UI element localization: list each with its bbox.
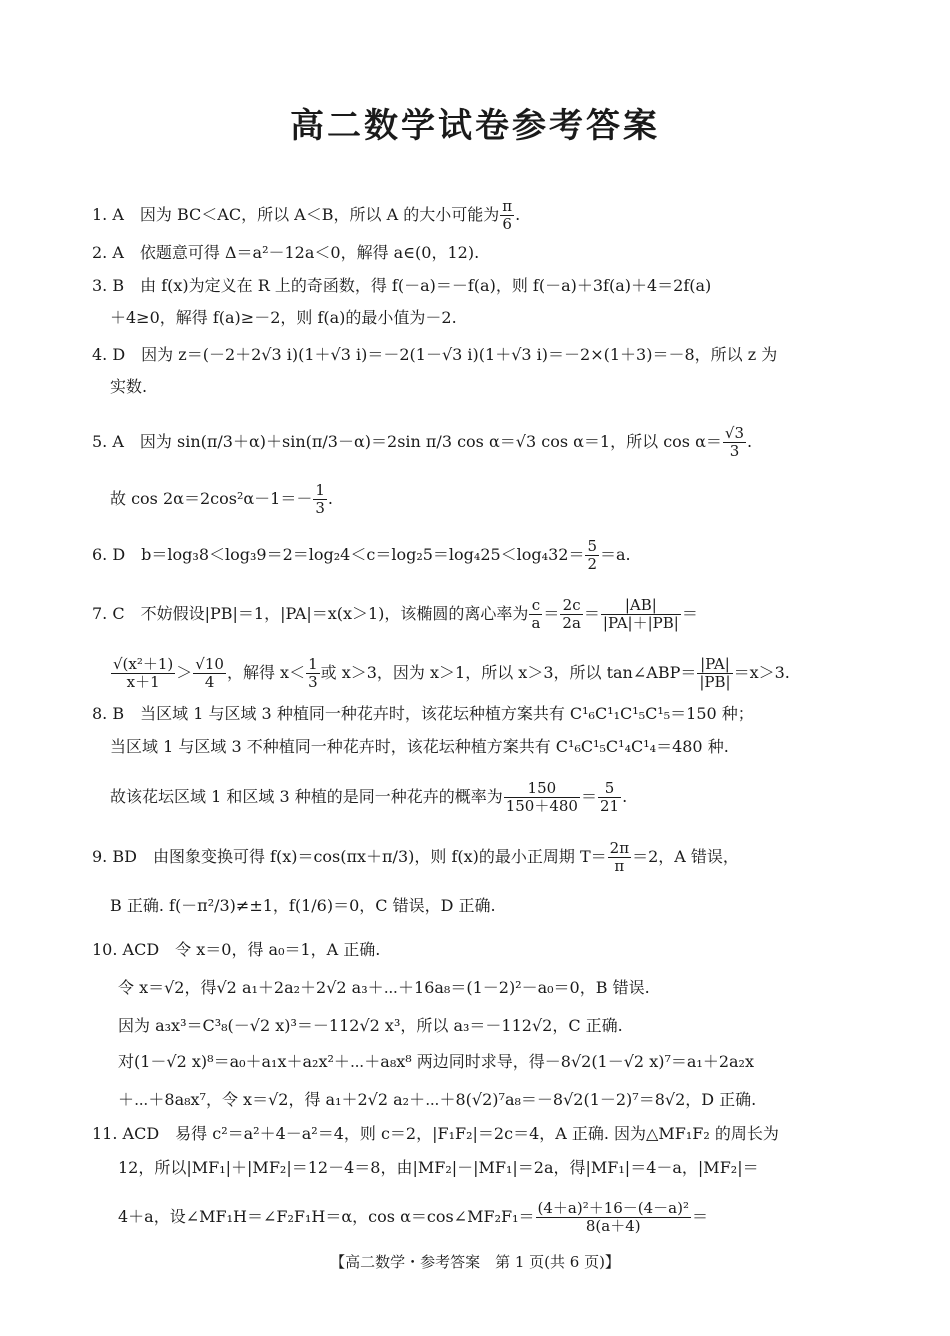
fraction: $\frac{1}{3}$ [308,655,318,691]
fraction: $\frac{5}{21}$ [600,779,620,815]
fraction: $\frac{150}{150+480}$ [505,779,578,815]
answer-6: 6. D b＝log₃8＜log₃9＝2＝log₂4＜c＝log₂5＝log₄25＜log₄32＝ $\frac{5}{2}$ ＝a. [92,537,631,573]
answer-2: 2. A 依题意可得 Δ＝a²－12a＜0，解得 a∈(0，12). [92,243,480,262]
answer-11-line-3: 4＋a，设∠MF₁H＝∠F₂F₁H＝α，cos α＝cos∠MF₂F₁＝ $\frac{\text{(4＋a)²＋16－(4－a)²}}{8(a+4)}$ ＝ [118,1199,709,1235]
answer-3-line-1: 3. B 由 f(x)为定义在 R 上的奇函数，得 f(－a)＝－f(a)，则 f(－a)＋3f(a)＋4＝2f(a) [92,276,712,295]
fraction: $\frac{\pi}{6}$ [502,197,513,233]
answer-7-line-1: 7. C 不妨假设|PB|＝1，|PA|＝x(x＞1)，该椭圆的离心率为 $\frac{c}{a}$ ＝ $\frac{2c}{2a}$ ＝ $\frac{|AB|}{|PA|+|PB|}$ ＝ [92,596,698,632]
answer-10-line-3: 因为 a₃x³＝C³₈(－√2 x)³＝－112√2 x³，所以 a₃＝－112√2，C 正确. [118,1016,623,1035]
answer-10-line-2: 令 x＝√2，得√2 a₁＋2a₂＋2√2 a₃＋⋯＋16a₈＝(1－2)²－a₀＝0，B 错误. [118,978,650,997]
page-title: 高二数学试卷参考答案 [290,106,660,146]
fraction: $\frac{1}{3}$ [315,481,325,517]
fraction: $\frac{|AB|}{|PA|+|PB|}$ [602,596,679,632]
fraction: $\frac{2c}{2a}$ [562,596,581,632]
answer-9-line-1: 9. BD 由图象变换可得 f(x)＝cos(πx＋π/3)，则 f(x)的最小正周期 T＝ $\frac{2\pi}{\pi}$ ＝2，A 错误， [92,839,739,875]
fraction: $\frac{c}{a}$ [531,596,541,632]
page-footer: 【高二数学・参考答案 第 1 页(共 6 页)】 [330,1253,620,1271]
answer-8-line-1: 8. B 当区域 1 与区域 3 种植同一种花卉时，该花坛种植方案共有 C¹₆C¹₁C¹₅C¹₅＝150 种； [92,704,754,723]
fraction: $\frac{2\pi}{\pi}$ [609,839,630,875]
fraction: $\frac{|PA|}{|PB|}$ [699,655,731,691]
answer-8-line-3: 故该花坛区域 1 和区域 3 种植的是同一种花卉的概率为 $\frac{150}{150+480}$ ＝ $\frac{5}{21}$ . [110,779,628,815]
answer-5-line-2: 故 cos 2α＝2cos²α－1＝－ $\frac{1}{3}$ . [110,481,333,517]
answer-1: 1. A 因为 BC＜AC，所以 A＜B，所以 A 的大小可能为 $\frac{\pi}{6}$ . [92,197,521,233]
answer-1-text: 1. A 因为 BC＜AC，所以 A＜B，所以 A 的大小可能为 [92,205,500,224]
answer-10-line-4: 对(1－√2 x)⁸＝a₀＋a₁x＋a₂x²＋⋯＋a₈x⁸ 两边同时求导，得－8√2(1－√2 x)⁷＝a₁＋2a₂x [118,1052,754,1071]
fraction: $\frac{\text{√(x²＋1)}}{x+1}$ [113,655,174,691]
answer-10-line-1: 10. ACD 令 x＝0，得 a₀＝1，A 正确. [92,940,381,959]
answer-8-line-2: 当区域 1 与区域 3 不种植同一种花卉时，该花坛种植方案共有 C¹₆C¹₅C¹₄C¹₄＝480 种. [110,737,729,756]
fraction: $\frac{√3}{3}$ [724,424,745,460]
fraction: $\frac{√10}{4}$ [195,655,224,691]
fraction: $\frac{5}{2}$ [587,537,597,573]
answer-9-line-2: B 正确. f(－π²/3)≠±1，f(1/6)＝0，C 错误，D 正确. [110,896,496,915]
fraction: $\frac{\text{(4＋a)²＋16－(4－a)²}}{8(a+4)}$ [537,1199,689,1235]
answer-11-line-1: 11. ACD 易得 c²＝a²＋4－a²＝4，则 c＝2，|F₁F₂|＝2c＝4，A 正确. 因为△MF₁F₂ 的周长为 [92,1124,779,1143]
answer-4-line-1: 4. D 因为 z＝(－2＋2√3 i)(1＋√3 i)＝－2(1－√3 i)(1＋√3 i)＝－2×(1＋3)＝－8，所以 z 为 [92,345,778,364]
answer-4-line-2: 实数. [110,377,148,396]
answer-10-line-5: ＋⋯＋8a₈x⁷，令 x＝√2，得 a₁＋2√2 a₂＋⋯＋8(√2)⁷a₈＝－8√2(1－2)⁷＝8√2，D 正确. [118,1090,757,1109]
answer-11-line-2: 12，所以|MF₁|＋|MF₂|＝12－4＝8，由|MF₂|－|MF₁|＝2a，得|MF₁|＝4－a，|MF₂|＝ [118,1158,759,1177]
answer-7-line-2: $\frac{\text{√(x²＋1)}}{x+1}$ ＞ $\frac{√10}{4}$ ，解得 x＜ $\frac{1}{3}$ 或 x＞3，因为 x＞1，所以 x＞3，所以 tan∠ABP＝ $\frac{|PA|}{|PB|}$ ＝x＞3. [113,655,790,691]
answer-5-line-1: 5. A 因为 sin(π/3＋α)＋sin(π/3－α)＝2sin π/3 cos α＝√3 cos α＝1，所以 cos α＝ $\frac{√3}{3}$ . [92,424,753,460]
answer-3-line-2: ＋4≥0，解得 f(a)≥－2，则 f(a)的最小值为－2. [110,308,457,327]
